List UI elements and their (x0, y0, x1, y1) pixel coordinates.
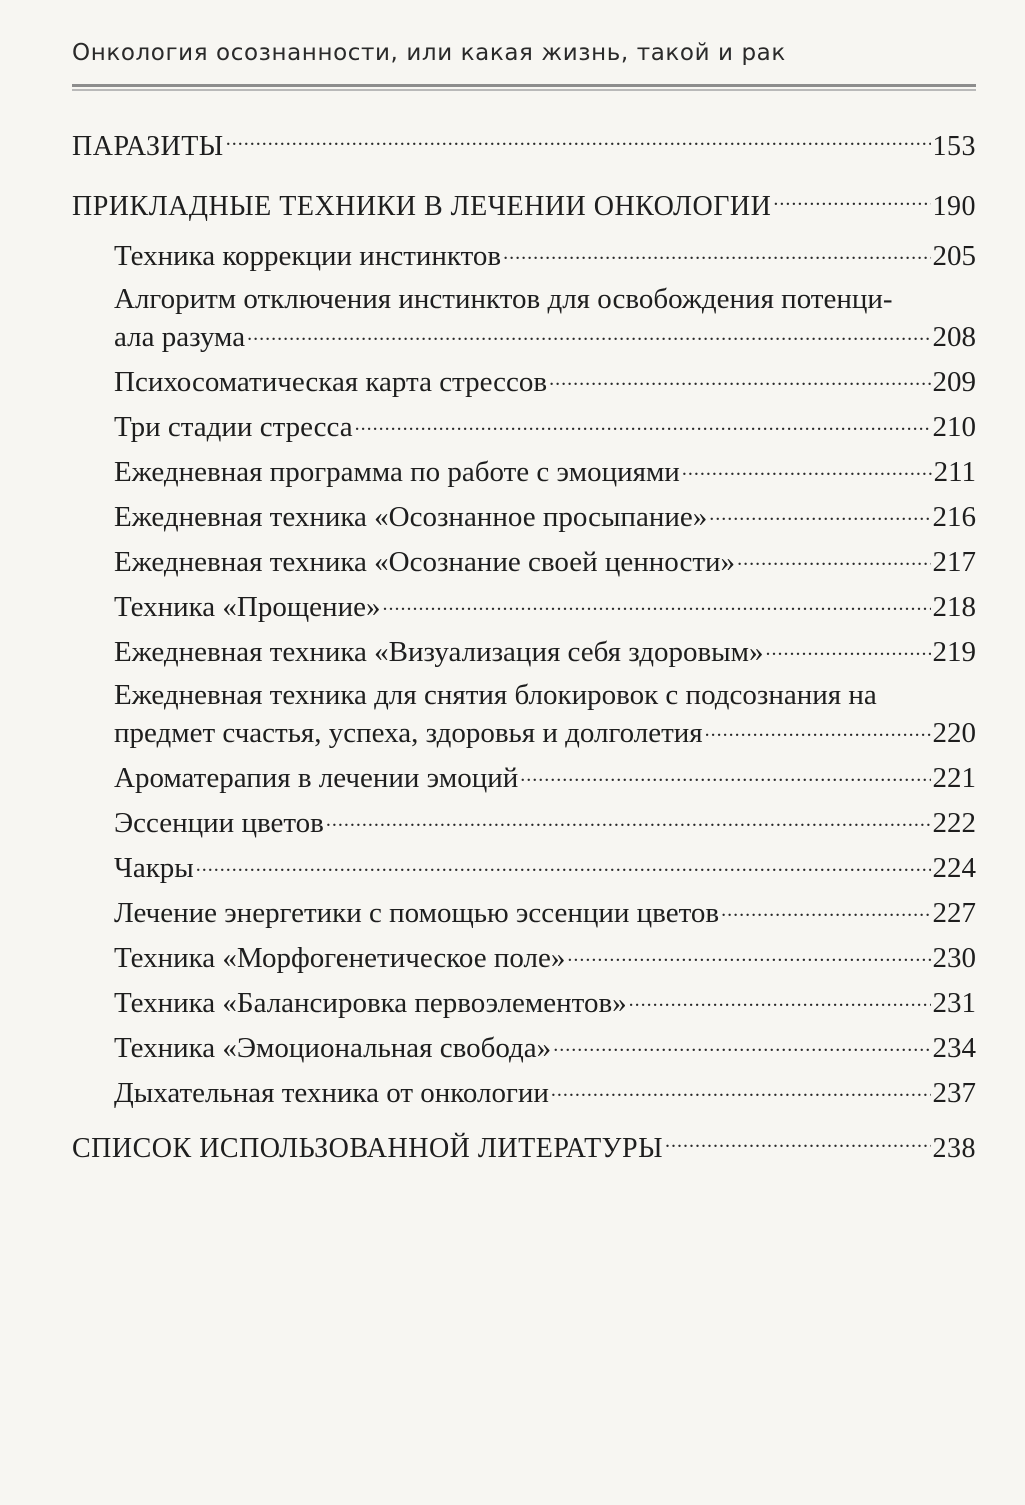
toc-subsection-entry (114, 362, 976, 400)
dot-leader (326, 803, 931, 832)
dot-leader (567, 938, 930, 967)
toc-subsection-entry (114, 587, 976, 625)
toc-entry-title: Ароматерапия в лечении эмоций (114, 762, 519, 794)
toc-page-number: 211 (933, 456, 976, 488)
toc-subsection-entry (114, 452, 976, 490)
toc-subsection-entry (114, 542, 976, 580)
toc-entry-title: Три стадии стресса (114, 411, 353, 443)
toc-page-number: 222 (932, 807, 976, 839)
toc-subsection-entry (114, 1073, 976, 1111)
toc-page-number: 218 (932, 591, 976, 623)
dot-leader (629, 983, 931, 1012)
toc-entry-title: предмет счастья, успеха, здоровья и долголетия (114, 717, 703, 749)
toc-page-number: 219 (932, 636, 976, 668)
toc-page-number: 205 (932, 240, 976, 272)
toc-subsection-entry (114, 938, 976, 976)
toc-entry-title: Ежедневная программа по работе с эмоциями (114, 456, 680, 488)
toc-page-number: 224 (932, 852, 976, 884)
dot-leader (226, 127, 931, 155)
toc-subsection-entry (114, 497, 976, 535)
toc-entry-title: Техника «Балансировка первоэлементов» (114, 987, 627, 1019)
toc-entry-title-first-line: Ежедневная техника для снятия блокировок с подсознания на (114, 679, 877, 711)
toc-entry-title: Психосоматическая карта стрессов (114, 366, 548, 398)
toc-page-number: 217 (932, 546, 976, 578)
toc-subsection-entry (114, 632, 976, 670)
toc-entry-title-first-line: Алгоритм отключения инстинктов для освобождения потенци- (114, 283, 893, 315)
toc-page-number: 209 (932, 366, 976, 398)
toc-page-number: 153 (932, 131, 976, 162)
header-rule (72, 84, 976, 87)
dot-leader (709, 497, 930, 526)
toc-entry-title: Техника «Эмоциональная свобода» (114, 1032, 552, 1064)
toc-entry-title: Чакры (114, 852, 194, 884)
toc-entry-title: Ежедневная техника «Осознанное просыпание» (114, 501, 708, 533)
toc-entry-title: СПИСОК ИСПОЛЬЗОВАННОЙ ЛИТЕРАТУРЫ (72, 1133, 663, 1164)
toc-subsection-entry (114, 848, 976, 886)
toc-entry-title: Техника коррекции инстинктов (114, 240, 502, 272)
toc-page-number: 190 (932, 191, 976, 222)
toc-entry-title: ПАРАЗИТЫ (72, 131, 224, 162)
toc-subsection-entry (114, 677, 976, 751)
dot-leader (665, 1129, 931, 1157)
toc-page-number: 208 (932, 321, 976, 353)
toc-subsection-entry (114, 1028, 976, 1066)
toc-entry-title: ПРИКЛАДНЫЕ ТЕХНИКИ В ЛЕЧЕНИИ ОНКОЛОГИИ (72, 191, 772, 222)
toc-section-entry (72, 1127, 976, 1171)
toc-page-number: 227 (932, 897, 976, 929)
toc-page-number: 238 (932, 1133, 976, 1164)
header-rule-secondary (72, 89, 976, 91)
toc-subsection-entry (114, 983, 976, 1021)
toc-entry-title: ала разума (114, 321, 246, 353)
dot-leader (705, 713, 931, 742)
toc-entry-title: Дыхательная техника от онкологии (114, 1077, 549, 1109)
dot-leader (355, 407, 931, 436)
toc-entry-title: Лечение энергетики с помощью эссенции цветов (114, 897, 720, 929)
toc-subsection-entry (114, 281, 976, 355)
dot-leader (551, 1073, 931, 1102)
toc-subsection-entry (114, 893, 976, 931)
dot-leader (503, 236, 930, 265)
toc-page-number: 231 (932, 987, 976, 1019)
toc-subsection-entry (114, 236, 976, 274)
toc-page-number: 234 (932, 1032, 976, 1064)
toc-entry-title: Эссенции цветов (114, 807, 324, 839)
toc-page-number: 221 (932, 762, 976, 794)
running-header: Онкология осознанности, или какая жизнь, такой и рак (72, 40, 786, 66)
table-of-contents (72, 125, 976, 1171)
toc-entry-title: Техника «Прощение» (114, 591, 381, 623)
dot-leader (549, 362, 930, 391)
toc-subsection-entry (114, 758, 976, 796)
dot-leader (737, 542, 930, 571)
toc-subsection-entry (114, 803, 976, 841)
toc-page-number: 220 (932, 717, 976, 749)
dot-leader (247, 317, 930, 346)
toc-page-number: 230 (932, 942, 976, 974)
dot-leader (682, 452, 932, 481)
dot-leader (382, 587, 930, 616)
toc-subsection-entry (114, 407, 976, 445)
dot-leader (721, 893, 930, 922)
toc-page-number: 210 (932, 411, 976, 443)
toc-section-entry (72, 185, 976, 229)
dot-leader (773, 187, 930, 215)
toc-page-number: 216 (932, 501, 976, 533)
toc-entry-title: Ежедневная техника «Осознание своей ценности» (114, 546, 736, 578)
toc-entry-title: Техника «Морфогенетическое поле» (114, 942, 566, 974)
toc-page-number: 237 (932, 1077, 976, 1109)
dot-leader (520, 758, 930, 787)
dot-leader (196, 848, 931, 877)
dot-leader (765, 632, 930, 661)
dot-leader (553, 1028, 930, 1057)
toc-entry-title: Ежедневная техника «Визуализация себя здоровым» (114, 636, 764, 668)
toc-section-entry (72, 125, 976, 169)
